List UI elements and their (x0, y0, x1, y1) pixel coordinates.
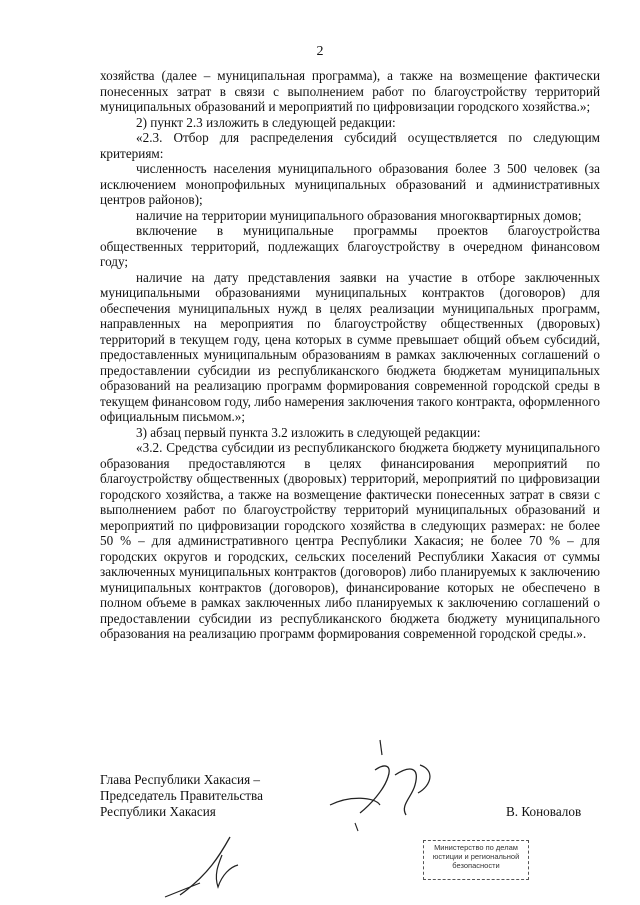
paragraph-3: «2.3. Отбор для распределения субсидий осуществляется по следующим критериям: (100, 130, 600, 161)
initials-signature (160, 835, 260, 900)
stamp-line-1: Министерство по делам (434, 843, 518, 852)
document-body (100, 68, 600, 642)
paragraph-2: 2) пункт 2.3 изложить в следующей редакции: (136, 114, 396, 130)
paragraph-7: наличие на дату представления заявки на участие в отборе заключенных муниципальными образованиями муниципальных контрактов (договоров) для обеспечения муниципальных нужд в целях реализации муниципальных программ, направленных на мероприятия по благоустройству общественных (дворовых) территорий в текущем году, цена которых в сумме превышает общий объем субсидий, предоставленных муниципальным образованиям в рамках заключенных соглашений о предоставлении субсидии из республиканского бюджета бюджетам муниципальных образований на реализацию программ формирования современной городской среды в текущем финансовом году, либо намерения заключения такого контракта, оформленного официальным письмом.»; (100, 269, 600, 424)
stamp-line-2: юстиции и региональной (432, 852, 520, 861)
paragraph-4: численность населения муниципального образования более 3 500 человек (за исключением монопрофильных муниципальных образований и административных центров районов); (100, 161, 600, 207)
signatory-title-line-2: Председатель Правительства (100, 788, 263, 803)
signatory-name: В. Коновалов (506, 804, 582, 819)
signatory-title-line-3: Республики Хакасия (100, 804, 216, 819)
handwritten-signature (320, 735, 460, 835)
paragraph-5: наличие на территории муниципального образования многоквартирных домов; (136, 207, 582, 223)
registration-stamp (423, 840, 529, 880)
page-number: 2 (316, 44, 324, 59)
stamp-line-3: безопасности (452, 861, 500, 870)
paragraph-1: хозяйства (далее – муниципальная программа), а также на возмещение фактически понесенных затрат в связи с выполнением работ по благоустройству территорий муниципальных образований и мероприятий по цифровизации городского хозяйства.»; (100, 68, 600, 114)
paragraph-9: «3.2. Средства субсидии из республиканского бюджета бюджету муниципального образования предоставляются в целях финансирования мероприятий по благоустройству общественных (дворовых) территорий, мероприятий по цифровизации городского хозяйства, а также на возмещение фактически понесенных затрат в связи с выполнением работ по благоустройству территорий муниципальных образований и мероприятий по цифровизации городского хозяйства в следующих размерах: не более 50 % – для административного центра Республики Хакасия; не более 70 % – для городских округов и городских, сельских поселений Республики Хакасия от суммы заключенных муниципальных контрактов (договоров) либо планируемых к заключению муниципальных контрактов (договоров), финансирование которых не обеспечено в полном объеме в рамках заключенных либо планируемых к заключению соглашений о предоставлении субсидии из республиканского бюджета бюджету муниципального образования на реализацию программ формирования современной городской среды.». (100, 440, 600, 641)
paragraph-6: включение в муниципальные программы проектов благоустройства общественных территорий, подлежащих благоустройству в очередном финансовом году; (100, 223, 600, 269)
signature-block (100, 772, 263, 820)
signatory-title-line-1: Глава Республики Хакасия – (100, 772, 261, 787)
paragraph-8: 3) абзац первый пункта 3.2 изложить в следующей редакции: (136, 424, 481, 440)
